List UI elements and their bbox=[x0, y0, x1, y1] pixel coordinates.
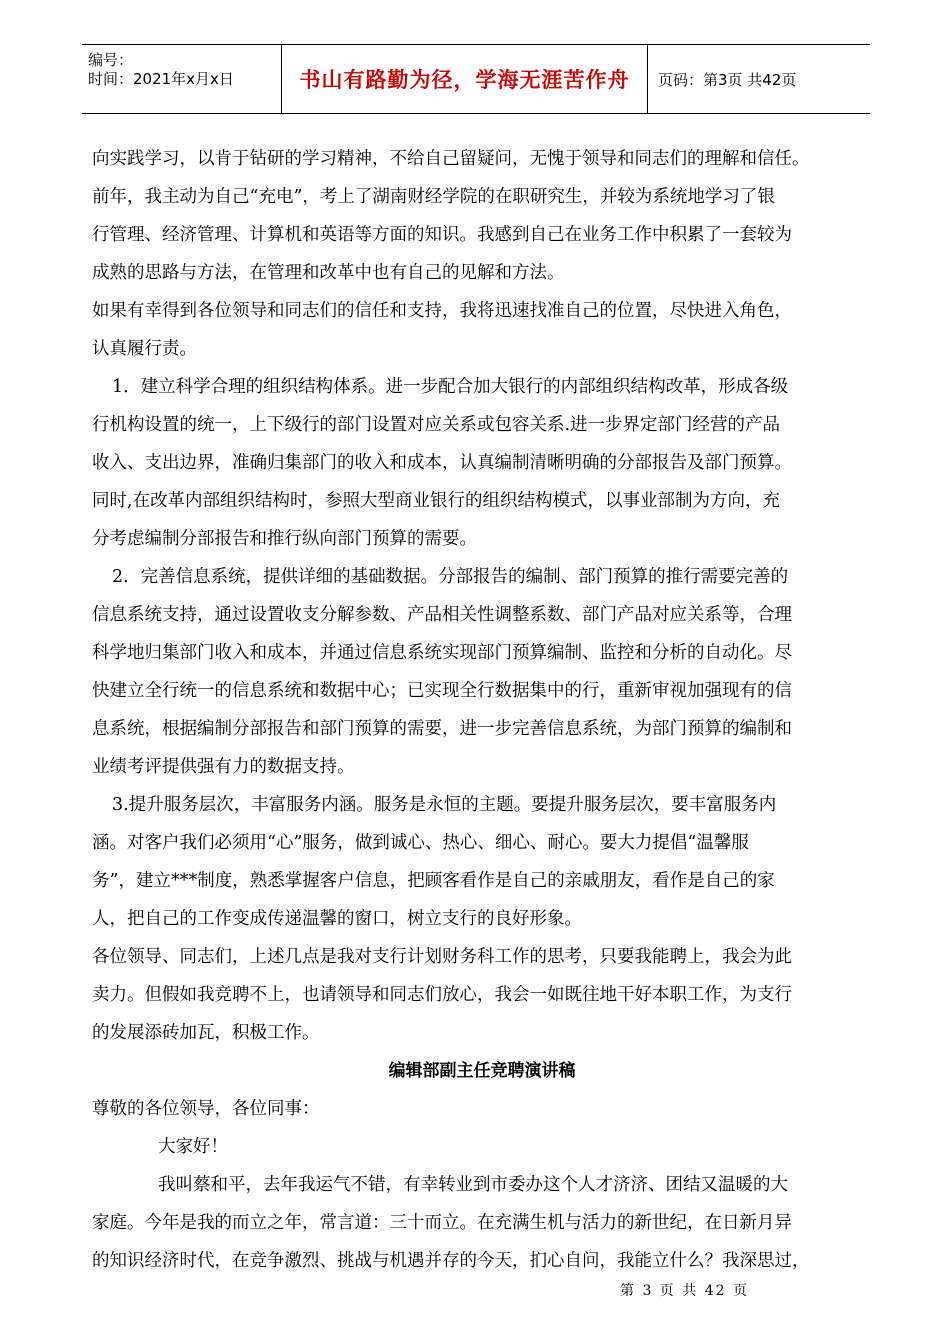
header-page-cell bbox=[648, 45, 870, 113]
document-body bbox=[92, 140, 872, 1280]
body-line: 涵。对客户我们必须用“心”服务，做到诚心、热心、细心、耐心。要大力提倡“温馨服 bbox=[92, 833, 749, 853]
body-line: 认真履行责。 bbox=[92, 339, 197, 359]
body-line: 收入、支出边界，准确归集部门的收入和成本，认真编制清晰明确的分部报告及部门预算。 bbox=[92, 453, 792, 473]
header-meta-cell bbox=[82, 45, 282, 113]
body-line: 向实践学习，以肯于钻研的学习精神，不给自己留疑问，无愧于领导和同志们的理解和信任。 bbox=[92, 149, 810, 169]
body-line: 息系统，根据编制分部报告和部门预算的需要，进一步完善信息系统，为部门预算的编制和 bbox=[92, 719, 792, 739]
body-line: 我叫蔡和平，去年我运气不错，有幸转业到市委办这个人才济济、团结又温暖的大 bbox=[158, 1175, 788, 1195]
body-line: 前年，我主动为自己“充电”，考上了湖南财经学院的在职研究生，并较为系统地学习了银 bbox=[92, 187, 775, 207]
body-line: 信息系统支持，通过设置收支分解参数、产品相关性调整系数、部门产品对应关系等，合理 bbox=[92, 605, 792, 625]
body-line: 人，把自己的工作变成传递温馨的窗口，树立支行的良好形象。 bbox=[92, 909, 582, 929]
body-line: 科学地归集部门收入和成本，并通过信息系统实现部门预算编制、监控和分析的自动化。尽 bbox=[92, 643, 792, 663]
body-line: 务”，建立***制度，熟悉掌握客户信息，把顾客看作是自己的亲戚朋友，看作是自己的家 bbox=[92, 871, 775, 891]
body-line: 3.提升服务层次，丰富服务内涵。服务是永恒的主题。要提升服务层次，要丰富服务内 bbox=[112, 795, 777, 815]
body-line: 各位领导、同志们，上述几点是我对支行计划财务科工作的思考，只要我能聘上，我会为此 bbox=[92, 947, 792, 967]
body-line: 分考虑编制分部报告和推行纵向部门预算的需要。 bbox=[92, 529, 477, 549]
time-label: 时间：2021年x月x日 bbox=[88, 70, 234, 88]
body-line: 的发展添砖加瓦，积极工作。 bbox=[92, 1023, 320, 1043]
header-motto-cell bbox=[282, 45, 648, 113]
header-motto: 书山有路勤为径，学海无涯苦作舟 bbox=[299, 68, 630, 92]
body-line: 的知识经济时代，在竞争激烈、挑战与机遇并存的今天，扪心自问，我能立什么？我深思过， bbox=[92, 1251, 810, 1271]
body-line: 同时,在改革内部组织结构时，参照大型商业银行的组织结构模式，以事业部制为方向，充 bbox=[92, 491, 781, 511]
body-line: 如果有幸得到各位领导和同志们的信任和支持，我将迅速找准自己的位置，尽快进入角色， bbox=[92, 301, 792, 321]
header-page-info: 页码：第3页 共42页 bbox=[658, 70, 797, 89]
page-footer: 第 3 页 共 42 页 bbox=[620, 1283, 749, 1299]
body-line: 快建立全行统一的信息系统和数据中心；已实现全行数据集中的行，重新审视加强现有的信 bbox=[92, 681, 792, 701]
body-line: 行机构设置的统一，上下级行的部门设置对应关系或包容关系.进一步界定部门经营的产品 bbox=[92, 415, 781, 435]
greeting-line: 尊敬的各位领导，各位同事： bbox=[92, 1099, 320, 1119]
document-header bbox=[82, 44, 870, 114]
body-line: 2．完善信息系统，提供详细的基础数据。分部报告的编制、部门预算的推行需要完善的 bbox=[112, 567, 789, 587]
body-line: 卖力。但假如我竞聘不上，也请领导和同志们放心，我会一如既往地干好本职工作，为支行 bbox=[92, 985, 792, 1005]
body-line: 1．建立科学合理的组织结构体系。进一步配合加大银行的内部组织结构改革，形成各级 bbox=[112, 377, 789, 397]
number-label: 编号： bbox=[88, 51, 134, 69]
hello-line: 大家好！ bbox=[158, 1137, 228, 1157]
body-line: 行管理、经济管理、计算机和英语等方面的知识。我感到自己在业务工作中积累了一套较为 bbox=[92, 225, 792, 245]
section-title: 编辑部副主任竞聘演讲稿 bbox=[388, 1061, 576, 1081]
body-line: 成熟的思路与方法，在管理和改革中也有自己的见解和方法。 bbox=[92, 263, 565, 283]
body-line: 家庭。今年是我的而立之年，常言道：三十而立。在充满生机与活力的新世纪，在日新月异 bbox=[92, 1213, 792, 1233]
body-line: 业绩考评提供强有力的数据支持。 bbox=[92, 757, 355, 777]
